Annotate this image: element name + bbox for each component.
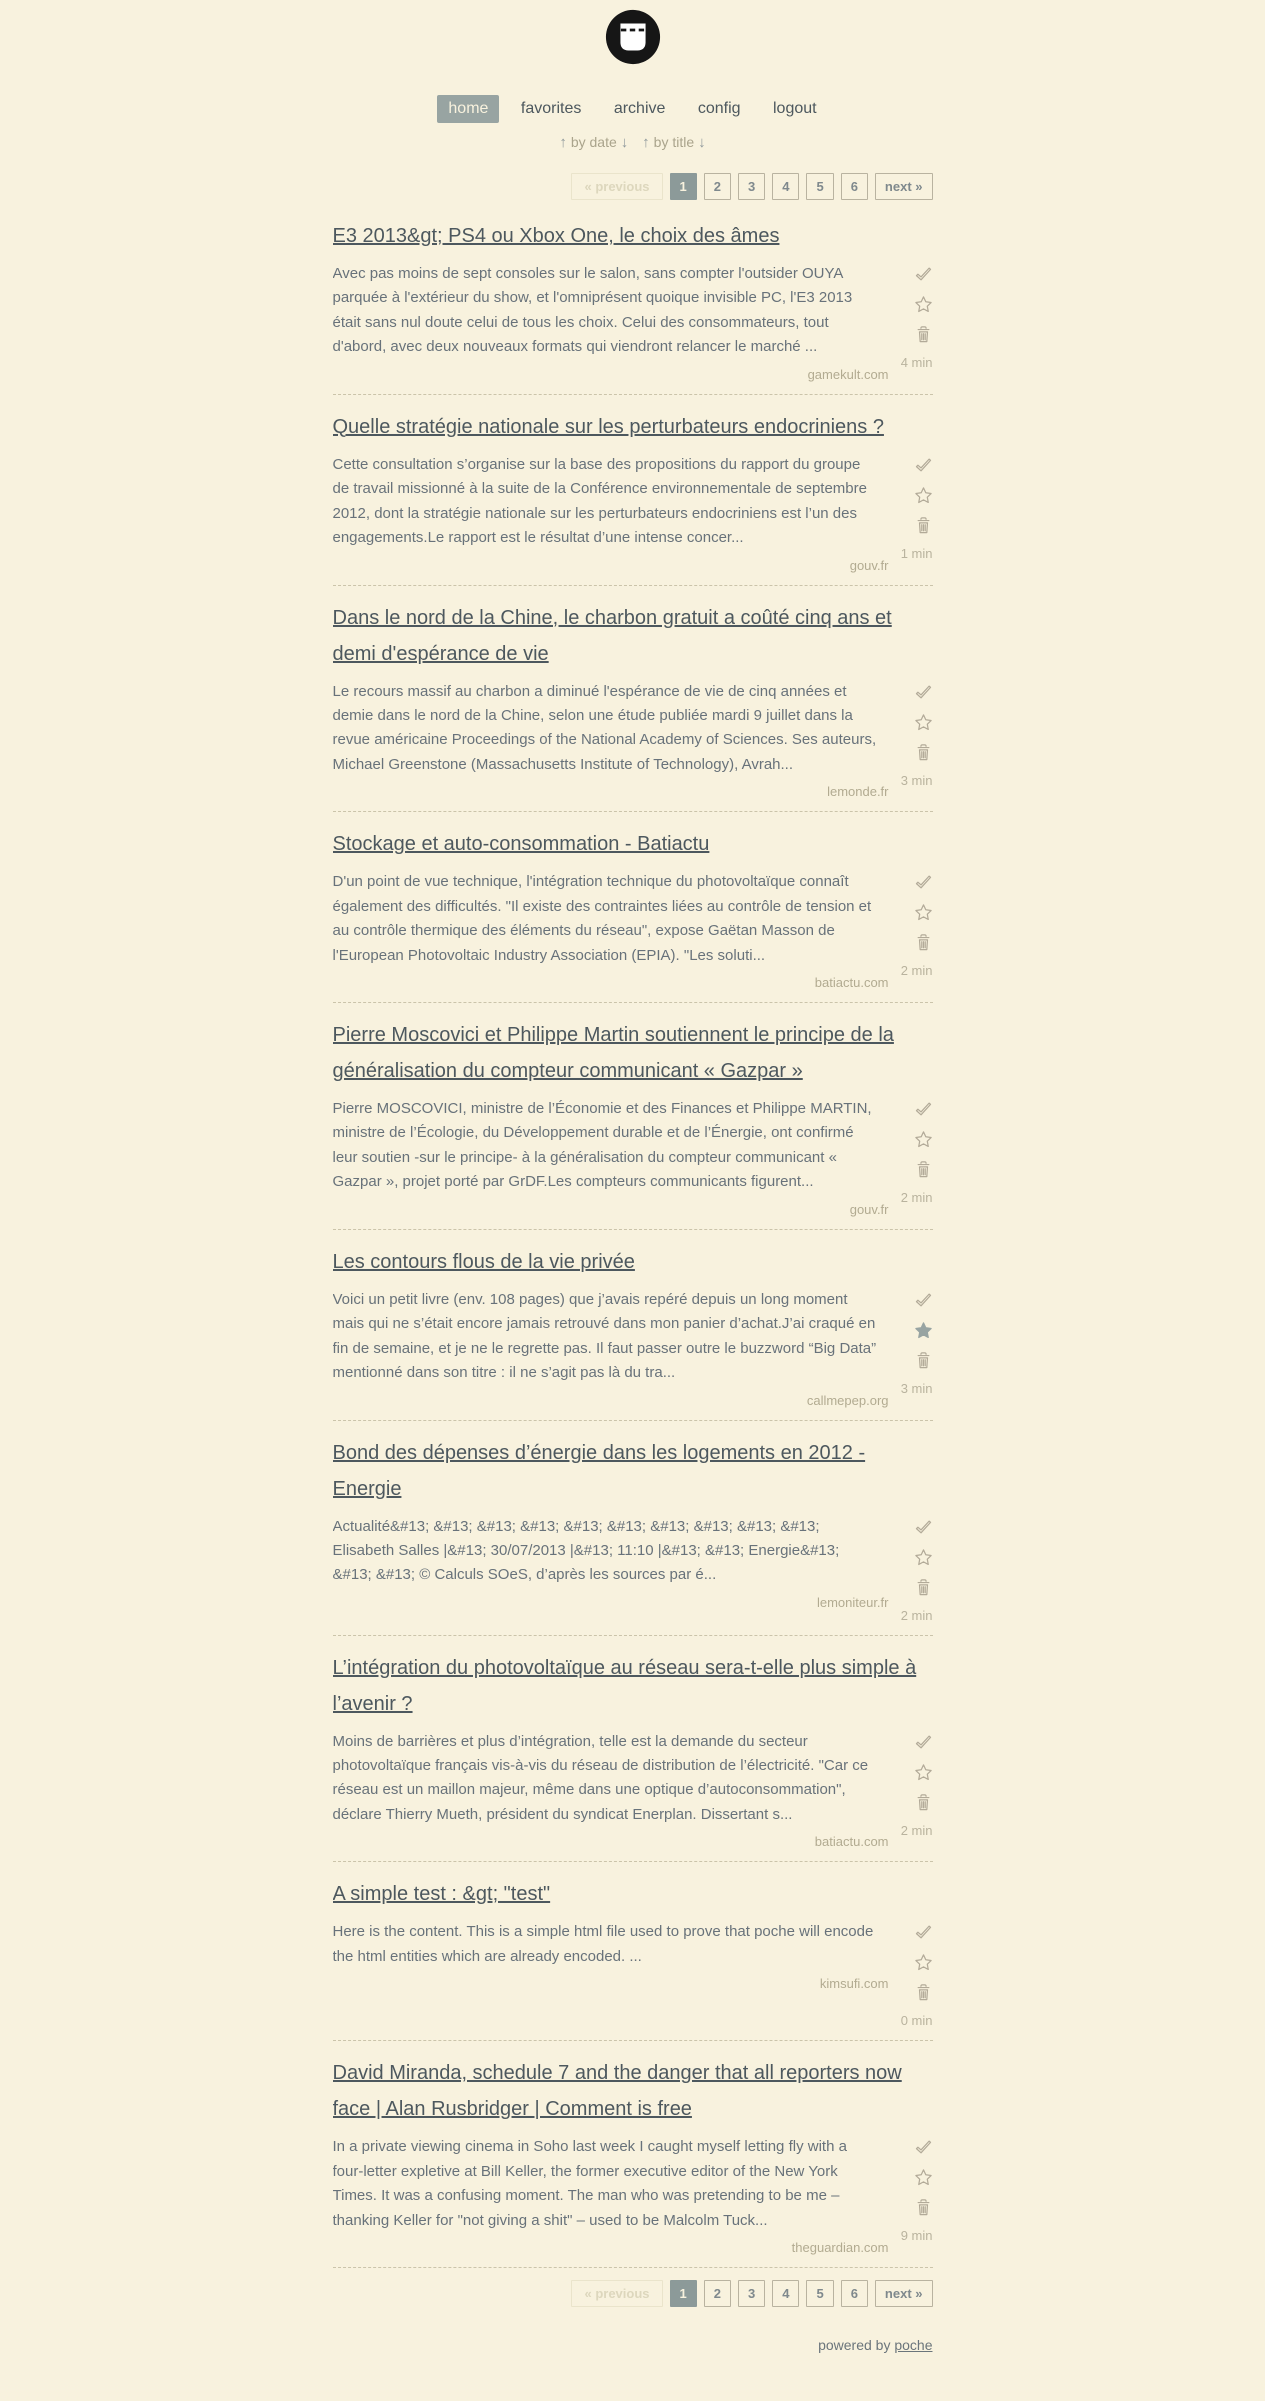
star-icon [914, 1130, 933, 1149]
delete-button[interactable] [914, 1160, 933, 1179]
pagination [333, 2280, 933, 2307]
mark-read-button[interactable] [914, 2138, 933, 2157]
article-title-link[interactable]: Bond des dépenses d’énergie dans les logements en 2012 - Energie [332, 1441, 866, 1500]
favorite-button[interactable] [914, 1321, 933, 1340]
favorite-button[interactable] [914, 903, 933, 922]
delete-button[interactable] [914, 1578, 933, 1597]
pagination-page-button-3[interactable]: 3 [738, 2280, 765, 2307]
nav-item-logout[interactable]: logout [773, 100, 817, 117]
reading-time: 2 min [900, 1822, 933, 1838]
article-excerpt: Le recours massif au charbon a diminué l'espérance de vie de cinq années et demie dans le nord de la Chine, selon une étude publiée mardi 9 juillet dans la revue américaine Proceedings of the National Academy of Sciences. Ses auteurs, Michael Greenstone (Massachusetts Institute of Technology), Avrah... [332, 682, 877, 773]
check-icon [914, 1733, 933, 1752]
article-tools [889, 2135, 933, 2243]
check-icon [914, 873, 933, 892]
article-title [333, 1435, 933, 1507]
trash-icon [914, 325, 933, 344]
mark-read-button[interactable] [914, 1518, 933, 1537]
source-domain: kimsufi.com [819, 1976, 889, 1992]
article-excerpt: Pierre MOSCOVICI, ministre de l’Économie et des Finances et Philippe MARTIN, ministre de l’Écologie, du Développement durable et de l’Énergie, ont confirmé leur soutien -sur le principe- à la généralisation du compteur communicant « Gazpar », projet porté par GrDF.Les compteurs communicants figurent... [332, 1100, 872, 1191]
reading-time: 9 min [900, 2228, 933, 2244]
favorite-button[interactable] [914, 713, 933, 732]
main-nav [333, 95, 933, 123]
poche-logo[interactable] [604, 8, 662, 66]
page [333, 0, 933, 2380]
reading-time: 3 min [900, 772, 933, 788]
sort-bar [333, 134, 933, 151]
star-icon [914, 903, 933, 922]
trash-icon [914, 1351, 933, 1370]
article-title [333, 1244, 933, 1280]
source-domain: theguardian.com [791, 2240, 889, 2255]
article-tools [889, 1730, 933, 1838]
star-icon [914, 486, 933, 505]
mark-read-button[interactable] [914, 683, 933, 702]
article-tools [889, 1097, 933, 1205]
article-title-link[interactable]: Pierre Moscovici et Philippe Martin soutiennent le principe de la généralisation du compteur communicant « Gazpar » [332, 1024, 894, 1082]
delete-button[interactable] [914, 516, 933, 535]
article-title-link[interactable]: Stockage et auto-consommation - Batiactu [332, 833, 710, 856]
mark-read-button[interactable] [914, 1733, 933, 1752]
nav-item-favorites[interactable]: favorites [520, 100, 582, 117]
star-icon [914, 1763, 933, 1782]
star-icon [914, 2168, 933, 2187]
source-domain: lemoniteur.fr [816, 1594, 889, 1610]
article-excerpt: Avec pas moins de sept consoles sur le salon, sans compter l'outsider OUYA parquée à l'extérieur du show, et l'omniprésent quoique invisible PC, l'E3 2013 était sans nul doute celui de tous les choix. Celui des consommateurs, tout d'abord, avec deux nouveaux formats qui viendront relancer le marché ... [332, 265, 853, 356]
article-title-link[interactable]: Dans le nord de la Chine, le charbon gratuit a coûté cinq ans et demi d'espérance de vie [332, 606, 892, 665]
mark-read-button[interactable] [914, 873, 933, 892]
delete-button[interactable] [914, 1351, 933, 1370]
article-title-link[interactable]: Les contours flous de la vie privée [332, 1250, 635, 1273]
favorite-button[interactable] [914, 295, 933, 314]
mark-read-button[interactable] [914, 265, 933, 284]
article-title [333, 1017, 933, 1089]
article-excerpt: Voici un petit livre (env. 108 pages) que j’avais repéré depuis un long moment mais qui ne s’était encore jamais retrouvé dans mon panier d’achat.J’ai craqué en fin de semaine, et je ne le regrette pas. Il faut passer outre le buzzword “Big Data” mentionné dans son titre : il ne s’agit pas là du tra... [332, 1290, 877, 1382]
article-title [333, 218, 933, 254]
pagination-next-button[interactable]: next » [875, 2280, 933, 2307]
delete-button[interactable] [914, 933, 933, 952]
article-title [333, 2055, 933, 2127]
pagination-page-button-5[interactable]: 5 [806, 2280, 833, 2307]
trash-icon [914, 516, 933, 535]
article-entry [333, 1230, 933, 1421]
reading-time: 2 min [900, 963, 933, 979]
star-icon [914, 1548, 933, 1567]
pagination-page-button-1[interactable]: 1 [670, 173, 697, 200]
pagination-page-button-2[interactable]: 2 [704, 2280, 731, 2307]
delete-button[interactable] [914, 743, 933, 762]
star-icon [914, 1321, 933, 1340]
article-tools [889, 453, 933, 561]
article-title-link[interactable]: Quelle stratégie nationale sur les perturbateurs endocriniens ? [332, 415, 884, 438]
star-icon [914, 713, 933, 732]
source-domain: gouv.fr [849, 1201, 889, 1217]
trash-icon [914, 743, 933, 762]
article-title-link[interactable]: L’intégration du photovoltaïque au réseau sera-t-elle plus simple à l’avenir ? [332, 1656, 917, 1715]
check-icon [914, 456, 933, 475]
article-title [333, 1876, 933, 1912]
source-domain: lemonde.fr [827, 784, 889, 800]
pagination-page-button-4[interactable]: 4 [772, 2280, 799, 2307]
mark-read-button[interactable] [914, 1923, 933, 1942]
reading-time: 0 min [900, 2013, 933, 2029]
source-domain: batiactu.com [814, 975, 889, 990]
article-tools [889, 1920, 933, 2028]
trash-icon [914, 1160, 933, 1179]
pagination-page-button-6[interactable]: 6 [841, 173, 868, 200]
article-title [333, 409, 933, 445]
article-entry [333, 1636, 933, 1863]
check-icon [914, 2138, 933, 2157]
pagination-page-button-3[interactable]: 3 [738, 173, 765, 200]
pagination-page-button-2[interactable]: 2 [704, 173, 731, 200]
mark-read-button[interactable] [914, 456, 933, 475]
article-entry [333, 2041, 933, 2268]
article-title [333, 1650, 933, 1722]
check-icon [914, 683, 933, 702]
sort-by-title [640, 134, 707, 150]
reading-time: 1 min [900, 545, 933, 561]
trash-icon [914, 2198, 933, 2217]
check-icon [914, 1923, 933, 1942]
sort-title-asc-arrow-icon[interactable]: ↑ [642, 134, 650, 151]
sort-date-asc-arrow-icon[interactable]: ↑ [559, 134, 567, 151]
pagination-page-button-6[interactable]: 6 [841, 2280, 868, 2307]
article-tools [889, 870, 933, 978]
reading-time: 2 min [900, 1190, 933, 1205]
sort-by-title-label: by title [653, 134, 695, 150]
article-entry [333, 812, 933, 1003]
favorite-button[interactable] [914, 486, 933, 505]
article-entry [333, 204, 933, 395]
article-excerpt: Actualité&#13; &#13; &#13; &#13; &#13; &#13; &#13; &#13; &#13; &#13; Elisabeth Salles |&#13; 30/07/2013 |&#13; 11:10 |&#13; &#13; Energie&#13; &#13; &#13; © Calculs SOeS, d’après les sources par é... [332, 1517, 840, 1584]
check-icon [914, 1100, 933, 1119]
article-excerpt: In a private viewing cinema in Soho last week I caught myself letting fly with a four-letter expletive at Bill Keller, the former executive editor of the New York Times. It was a confusing moment. The man who was pretending to be me – thanking Keller for "not giving a shit" – used to be Malcolm Tuck... [332, 2138, 847, 2229]
nav-item-archive[interactable]: archive [613, 100, 666, 117]
poche-link[interactable]: poche [894, 2337, 933, 2353]
footer [333, 2337, 933, 2353]
check-icon [914, 265, 933, 284]
pagination-page-button-5[interactable]: 5 [806, 173, 833, 200]
check-icon [914, 1518, 933, 1537]
article-excerpt: Moins de barrières et plus d’intégration, telle est la demande du secteur photovoltaïque français vis-à-vis du réseau de distribution de l’électricité. "Car ce réseau est un maillon majeur, même dans une optique d’autoconsommation", déclare Thierry Mueth, président du syndicat Enerplan. Dissertant s... [332, 1732, 869, 1823]
source-domain: gouv.fr [849, 557, 889, 573]
sort-by-date-label: by date [570, 134, 617, 150]
source-domain: gamekult.com [807, 366, 889, 382]
trash-icon [914, 1793, 933, 1812]
delete-button[interactable] [914, 1983, 933, 2002]
article-title-link[interactable]: E3 2013&gt; PS4 ou Xbox One, le choix des âmes [332, 225, 780, 247]
article-tools [889, 1515, 933, 1623]
powered-by-label: powered by [818, 2337, 891, 2353]
favorite-button[interactable] [914, 1548, 933, 1567]
article-tools [889, 262, 933, 370]
source-domain: batiactu.com [814, 1834, 889, 1850]
article-title [333, 600, 933, 672]
article-excerpt: D'un point de vue technique, l'intégration technique du photovoltaïque connaît également des difficultés. "Il existe des contraintes liées au contrôle de tension et au contrôle thermique des éléments du réseau", expose Gaëtan Masson de l'European Photovoltaic Industry Association (EPIA). "Les soluti... [332, 873, 872, 964]
sort-title-desc-arrow-icon[interactable]: ↓ [698, 134, 706, 151]
sort-by-date [557, 134, 630, 150]
article-entry [333, 586, 933, 813]
article-entry [333, 1421, 933, 1636]
article-title-link[interactable]: A simple test : &gt; "test" [332, 1883, 551, 1906]
trash-icon [914, 1578, 933, 1597]
article-tools [889, 1288, 933, 1396]
favorite-button[interactable] [914, 2168, 933, 2187]
mark-read-button[interactable] [914, 1291, 933, 1310]
favorite-button[interactable] [914, 1953, 933, 1972]
article-title-link[interactable]: David Miranda, schedule 7 and the danger that all reporters now face | Alan Rusbridger | Comment is free [332, 2062, 902, 2121]
sort-date-desc-arrow-icon[interactable]: ↓ [620, 134, 629, 151]
star-icon [914, 1953, 933, 1972]
pagination-next-button[interactable]: next » [875, 173, 933, 200]
delete-button[interactable] [914, 1793, 933, 1812]
pocket-logo-icon [604, 8, 662, 66]
article-entry [333, 1862, 933, 2041]
reading-time: 4 min [900, 355, 933, 370]
article-excerpt: Here is the content. This is a simple html file used to prove that poche will encode the html entities which are already encoded. ... [332, 1923, 874, 1965]
star-icon [914, 295, 933, 314]
trash-icon [914, 1983, 933, 2002]
favorite-button[interactable] [914, 1130, 933, 1149]
header [333, 8, 933, 71]
check-icon [914, 1291, 933, 1310]
nav-item-config[interactable]: config [697, 100, 741, 117]
pagination-previous-button[interactable]: « previous [571, 173, 662, 200]
reading-time: 3 min [900, 1380, 933, 1396]
article-entry [333, 1003, 933, 1230]
favorite-button[interactable] [914, 1763, 933, 1782]
article-excerpt: Cette consultation s’organise sur la base des propositions du rapport du groupe de travail missionné à la suite de la Conférence environnementale de septembre 2012, dont la stratégie nationale sur les perturbateurs endocriniens est l’un des engagements.Le rapport est le résultat d’une intense concer... [332, 455, 867, 547]
nav-item-home[interactable]: home [437, 95, 499, 123]
pagination [333, 173, 933, 200]
delete-button[interactable] [914, 2198, 933, 2217]
article-tools [889, 680, 933, 788]
trash-icon [914, 933, 933, 952]
pagination-previous-button[interactable]: « previous [571, 2280, 662, 2307]
article-list [333, 204, 933, 2268]
pagination-page-button-1[interactable]: 1 [670, 2280, 697, 2307]
delete-button[interactable] [914, 325, 933, 344]
article-entry [333, 395, 933, 586]
source-domain: callmepep.org [806, 1392, 889, 1408]
article-title [333, 826, 933, 862]
pagination-page-button-4[interactable]: 4 [772, 173, 799, 200]
reading-time: 2 min [900, 1607, 933, 1623]
mark-read-button[interactable] [914, 1100, 933, 1119]
